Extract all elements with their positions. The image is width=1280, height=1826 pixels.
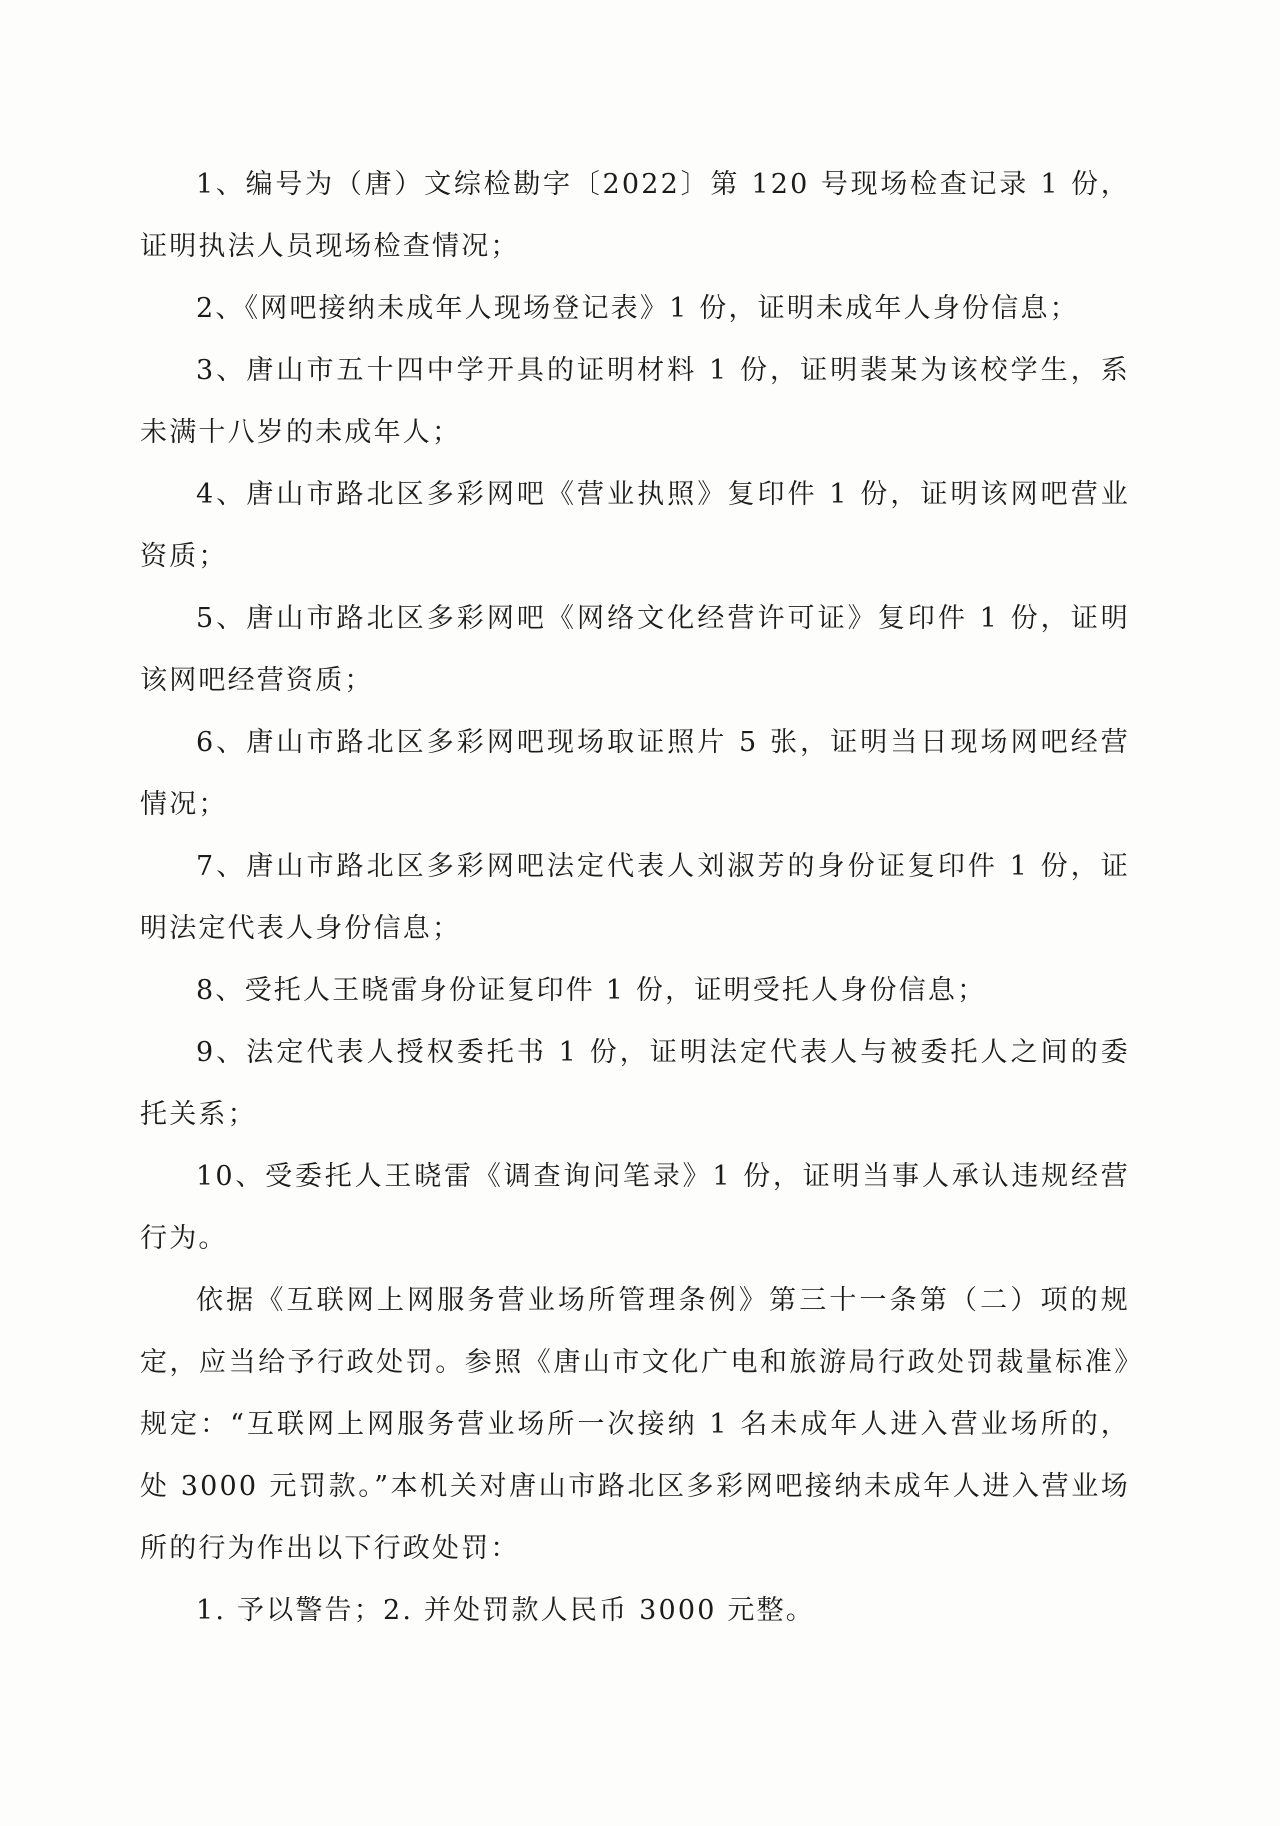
evidence-item-3: 3、唐山市五十四中学开具的证明材料 1 份，证明裴某为该校学生，系未满十八岁的未成年人； (140, 355, 1130, 448)
penalty-decision: 1. 予以警告；2. 并处罚款人民币 3000 元整。 (196, 1595, 815, 1626)
evidence-item-4: 4、唐山市路北区多彩网吧《营业执照》复印件 1 份，证明该网吧营业资质； (140, 479, 1130, 572)
document-body (140, 154, 1130, 1642)
evidence-item-2: 2、《网吧接纳未成年人现场登记表》1 份，证明未成年人身份信息； (196, 293, 1079, 324)
evidence-item-1: 1、编号为（唐）文综检勘字〔2022〕第 120 号现场检查记录 1 份，证明执法人员现场检查情况； (140, 169, 1130, 262)
evidence-item-6: 6、唐山市路北区多彩网吧现场取证照片 5 张，证明当日现场网吧经营情况； (140, 727, 1130, 820)
evidence-item-7: 7、唐山市路北区多彩网吧法定代表人刘淑芳的身份证复印件 1 份，证明法定代表人身份信息； (140, 851, 1130, 944)
evidence-item-8: 8、受托人王晓雷身份证复印件 1 份，证明受托人身份信息； (196, 975, 987, 1006)
evidence-item-5: 5、唐山市路北区多彩网吧《网络文化经营许可证》复印件 1 份，证明该网吧经营资质； (140, 603, 1130, 696)
evidence-item-10: 10、受委托人王晓雷《调查询问笔录》1 份，证明当事人承认违规经营行为。 (140, 1161, 1130, 1254)
legal-basis-paragraph: 依据《互联网上网服务营业场所管理条例》第三十一条第（二）项的规定，应当给予行政处罚。参照《唐山市文化广电和旅游局行政处罚裁量标准》规定：“互联网上网服务营业场所一次接纳 1 名未成年人进入营业场所的，处 3000 元罚款。”本机关对唐山市路北区多彩网吧接纳未成年人进入营业场所的行为作出以下行政处罚： (140, 1285, 1130, 1564)
evidence-item-9: 9、法定代表人授权委托书 1 份，证明法定代表人与被委托人之间的委托关系； (140, 1037, 1130, 1130)
